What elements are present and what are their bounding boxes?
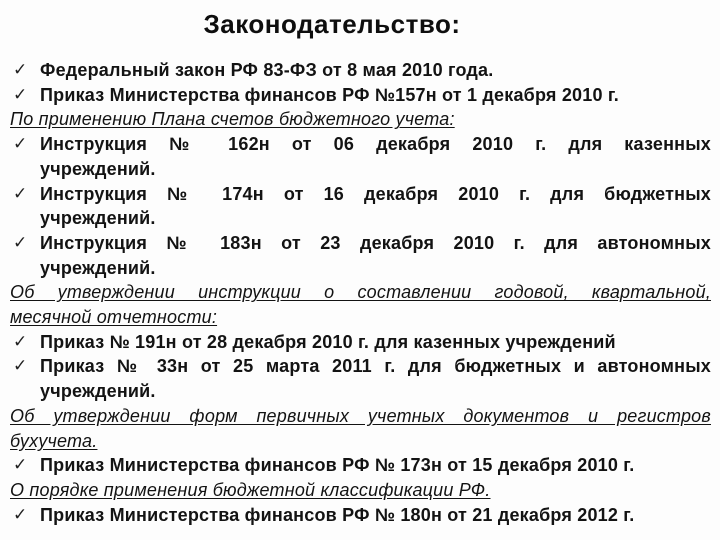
checkmark-icon: ✓ xyxy=(13,455,28,475)
checkmark-icon: ✓ xyxy=(13,356,28,376)
checkmark-icon: ✓ xyxy=(13,504,28,524)
text-line: Инструкция № 174н от 16 декабря 2010 г. для бюджетных xyxy=(40,183,711,204)
section-heading xyxy=(10,107,711,132)
text-line: Приказ Министерства финансов РФ №157н от 1 декабря 2010 г. xyxy=(40,84,619,105)
text-line: месячной отчетности: xyxy=(10,307,218,328)
section-heading xyxy=(10,280,711,329)
legislation-item xyxy=(10,231,711,280)
checkmark-icon: ✓ xyxy=(13,134,28,154)
checkmark-icon: ✓ xyxy=(13,60,28,79)
legislation-item xyxy=(10,58,711,83)
text-line: О порядке применения бюджетной классификации РФ. xyxy=(10,479,491,500)
legislation-item xyxy=(10,182,711,231)
text-line: Приказ Министерства финансов РФ № 180н от 21 декабря 2012 г. xyxy=(40,504,635,525)
text-line: Приказ Министерства финансов РФ № 173н от 15 декабря 2010 г. xyxy=(40,455,635,476)
legislation-item xyxy=(10,354,711,403)
checkmark-icon: ✓ xyxy=(13,331,28,351)
text-line: Федеральный закон РФ 83-ФЗ от 8 мая 2010 года. xyxy=(40,60,494,80)
section-heading xyxy=(10,404,711,453)
text-line: Инструкция № 183н от 23 декабря 2010 г. для автономных xyxy=(40,232,711,253)
text-line: Об утверждении инструкции о составлении годовой, квартальной, xyxy=(10,282,711,303)
legislation-item xyxy=(10,330,711,355)
checkmark-icon: ✓ xyxy=(13,84,28,104)
legislation-item xyxy=(10,453,711,478)
items xyxy=(10,58,711,527)
text-line: учреждений. xyxy=(40,381,156,402)
legislation-item xyxy=(10,503,711,528)
page-title: Законодательство: xyxy=(203,9,461,39)
text-line: учреждений. xyxy=(40,208,156,229)
section-heading xyxy=(10,478,711,503)
text-line: Об утверждении форм первичных учетных документов и регистров xyxy=(10,405,711,426)
text-line: Приказ № 191н от 28 декабря 2010 г. для казенных учреждений xyxy=(40,331,616,352)
text-line: По применению Плана счетов бюджетного учета: xyxy=(10,109,455,130)
text-line: Приказ № 33н от 25 марта 2011 г. для бюджетных и автономных xyxy=(40,356,711,377)
legislation-item xyxy=(10,132,711,181)
checkmark-icon: ✓ xyxy=(13,183,28,203)
text-line: бухучета. xyxy=(10,430,98,451)
text-line: Инструкция № 162н от 06 декабря 2010 г. для казенных xyxy=(40,134,711,155)
text-line: учреждений. xyxy=(40,257,156,278)
legislation-item xyxy=(10,83,711,108)
text-line: учреждений. xyxy=(40,158,156,179)
checkmark-icon: ✓ xyxy=(13,232,28,252)
